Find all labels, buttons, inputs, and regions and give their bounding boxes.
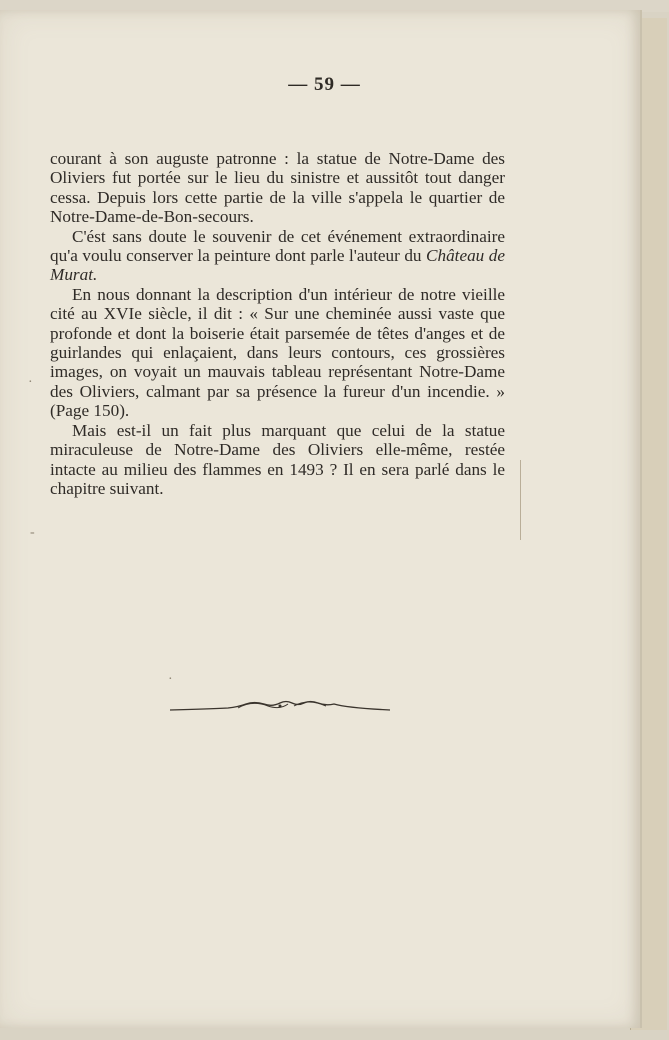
paragraph-3: En nous donnant la description d'un intérieur de notre vieille cité au XVIe siècle, il dit : « Sur une cheminée aussi vaste que profonde et dont la boiserie était parsemée de têtes d'anges et de guirlandes qui enlaçaient, dans leurs contours, ces grossières images, on voyait un mauvais tableau représentant Notre-Dame des Oliviers, calmant par sa présence la fureur d'un incendie. » (Page 150). — [50, 284, 505, 421]
paragraph-2-text: C'ést sans doute le souvenir de cet événement extraordinaire qu'a voulu conserver la peinture dont parle l'auteur du — [50, 226, 505, 266]
book-title-italic: Château de Murat. — [50, 246, 505, 285]
margin-bracket — [520, 460, 527, 540]
margin-mark: - — [30, 525, 35, 540]
body-text — [50, 149, 505, 498]
page-number: — 59 — — [288, 74, 361, 95]
paragraph-2 — [50, 227, 505, 285]
decorative-divider-ornament — [168, 694, 393, 718]
ink-dot: · — [168, 672, 173, 687]
paragraph-4: Mais est-il un fait plus marquant que celui de la statue miraculeuse de Notre-Dame des Oliviers elle-même, restée intacte au milieu des flammes en 1493 ? Il en sera parlé dans le chapitre suivant. — [50, 420, 505, 498]
margin-mark: · — [28, 375, 33, 390]
paragraph-1: courant à son auguste patronne : la statue de Notre-Dame des Oliviers fut portée sur le lieu du sinistre et aussitôt tout danger cessa. Depuis lors cette partie de la ville s'appela le quartier de Notre-Dame-de-Bon-secours. — [50, 149, 505, 227]
